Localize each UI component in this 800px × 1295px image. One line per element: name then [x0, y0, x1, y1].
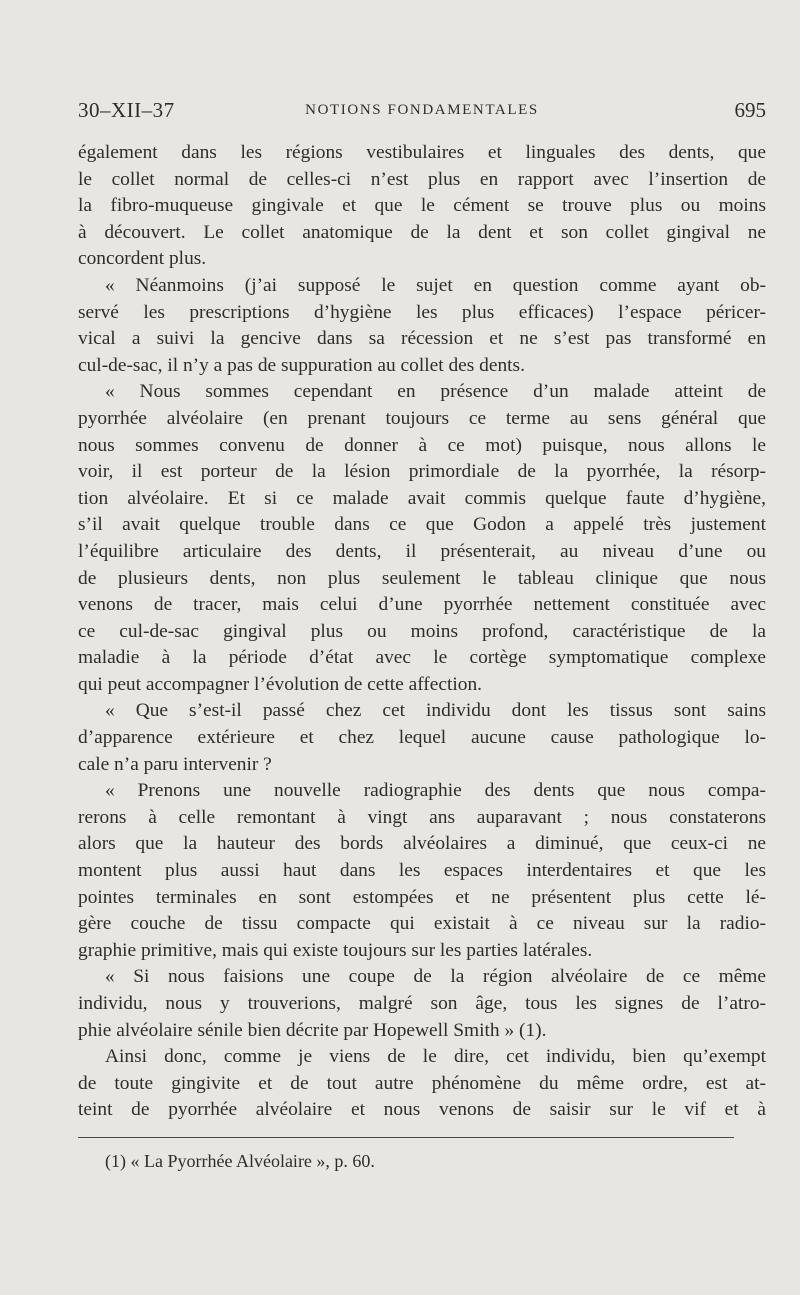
text-line: alors que la hauteur des bords alvéolaires a diminué, que ceux-ci ne	[78, 833, 766, 855]
text-line: Ainsi donc, comme je viens de le dire, cet individu, bien qu’exempt	[105, 1046, 766, 1068]
text-line: maladie à la période d’état avec le cortège symptomatique complexe	[78, 647, 766, 669]
text-line: cul-de-sac, il n’y a pas de suppuration au collet des dents.	[78, 354, 525, 376]
text-line: « Si nous faisions une coupe de la région alvéolaire de ce même	[105, 966, 766, 988]
text-line: teint de pyorrhée alvéolaire et nous venons de saisir sur le vif et à	[78, 1099, 766, 1121]
text-line: venons de tracer, mais celui d’une pyorrhée nettement constituée avec	[78, 594, 766, 616]
text-line: individu, nous y trouverions, malgré son âge, tous les signes de l’atro-	[78, 993, 766, 1014]
text-line: pyorrhée alvéolaire (en prenant toujours ce terme au sens général que	[78, 407, 766, 429]
text-line: pointes terminales en sont estompées et ne présentent plus cette lé-	[78, 886, 766, 908]
header-date: 30–XII–37	[78, 98, 175, 122]
text-line: montent plus aussi haut dans les espaces interdentaires et que les	[78, 860, 766, 882]
text-line: à découvert. Le collet anatomique de la dent et son collet gingival ne	[78, 221, 766, 243]
text-line: vical a suivi la gencive dans sa récession et ne s’est pas transformé en	[78, 328, 766, 350]
text-line: rerons à celle remontant à vingt ans auparavant ; nous constaterons	[78, 806, 766, 828]
text-line: concordent plus.	[78, 248, 207, 270]
text-line: graphie primitive, mais qui existe toujours sur les parties latérales.	[78, 939, 593, 961]
text-line: « Prenons une nouvelle radiographie des dents que nous compa-	[105, 780, 766, 802]
text-line: cale n’a paru intervenir ?	[78, 753, 272, 775]
text-line: de toute gingivite et de tout autre phénomène du même ordre, est at-	[78, 1072, 766, 1094]
text-line: également dans les régions vestibulaires et linguales des dents, que	[78, 142, 766, 163]
footnote: (1) « La Pyorrhée Alvéolaire », p. 60.	[105, 1151, 375, 1171]
footnote-divider	[78, 1137, 734, 1138]
body-text	[78, 140, 766, 1124]
text-line: voir, il est porteur de la lésion primordiale de la pyorrhée, la résorp-	[78, 461, 766, 483]
text-line: phie alvéolaire sénile bien décrite par Hopewell Smith » (1).	[78, 1019, 547, 1041]
text-line: servé les prescriptions d’hygiène les plus efficaces) l’espace péricer-	[78, 301, 766, 323]
text-line: « Que s’est-il passé chez cet individu dont les tissus sont sains	[105, 700, 766, 722]
running-header	[78, 96, 766, 126]
text-line: « Néanmoins (j’ai supposé le sujet en question comme ayant ob-	[105, 274, 766, 296]
text-line: d’apparence extérieure et chez lequel aucune cause pathologique lo-	[78, 727, 766, 749]
header-title: NOTIONS FONDAMENTALES	[305, 102, 539, 118]
text-line: « Nous sommes cependant en présence d’un malade atteint de	[105, 381, 766, 403]
text-line: nous sommes convenu de donner à ce mot) puisque, nous allons le	[78, 434, 766, 456]
text-line: de plusieurs dents, non plus seulement le tableau clinique que nous	[78, 567, 766, 589]
text-line: l’équilibre articulaire des dents, il présenterait, au niveau d’une ou	[78, 540, 766, 562]
page-number: 695	[734, 98, 766, 122]
text-line: tion alvéolaire. Et si ce malade avait commis quelque faute d’hygiène,	[78, 487, 766, 509]
text-line: gère couche de tissu compacte qui existait à ce niveau sur la radio-	[78, 913, 766, 935]
text-line: le collet normal de celles-ci n’est plus en rapport avec l’insertion de	[78, 168, 766, 190]
text-line: la fibro-muqueuse gingivale et que le cément se trouve plus ou moins	[78, 195, 766, 217]
text-line: ce cul-de-sac gingival plus ou moins profond, caractéristique de la	[78, 620, 766, 642]
text-line: qui peut accompagner l’évolution de cette affection.	[78, 673, 482, 695]
text-line: s’il avait quelque trouble dans ce que Godon a appelé très justement	[78, 514, 766, 536]
